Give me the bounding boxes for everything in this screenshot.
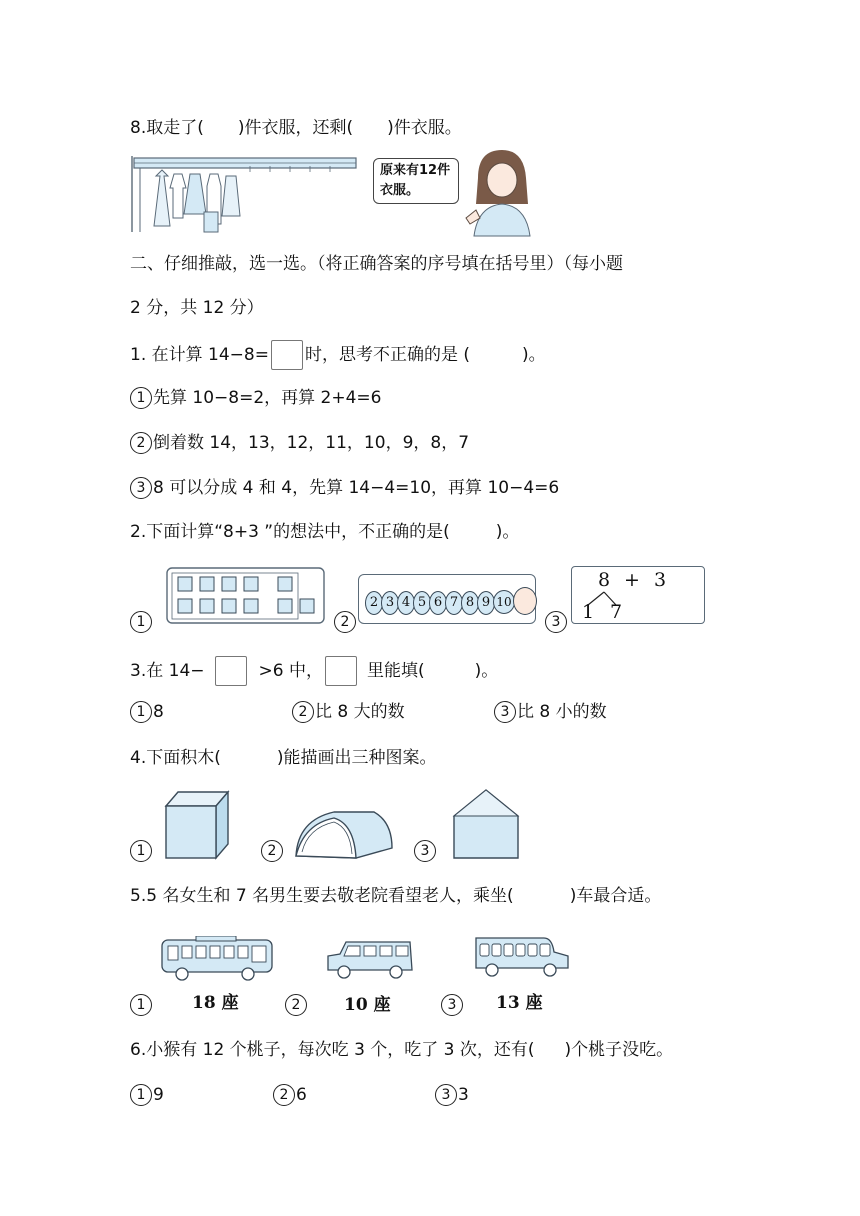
section2-title: 二、仔细推敲，选一选。（将正确答案的序号填在括号里）（每小题 <box>130 254 623 274</box>
cube-block-icon <box>162 790 232 860</box>
answer-box <box>325 656 357 686</box>
ball: 8 <box>461 591 479 615</box>
answer-box <box>271 340 303 370</box>
seat-label-10: 10 座 <box>344 995 391 1015</box>
speech-bubble: 原来有12件 衣服。 <box>373 158 459 204</box>
q3-option-1: 1 8 <box>130 700 164 724</box>
q1-option-1: 1 先算 10−8=2，再算 2+4=6 <box>130 386 382 410</box>
q8-text: 8.取走了( )件衣服，还剩( )件衣服。 <box>130 118 462 138</box>
q6-option-2: 2 6 <box>273 1083 307 1107</box>
q3-option-2: 2 比 8 大的数 <box>292 700 405 724</box>
q4-stem: 4.下面积木( )能描画出三种图案。 <box>130 748 437 768</box>
clothes-rack-illustration <box>130 152 360 238</box>
ball: 10 <box>493 590 515 614</box>
q3-stem: 3.在 14− >6 中， 里能填( )。 <box>130 656 498 686</box>
q1-stem: 1. 在计算 14−8= 时，思考不正确的是 ( )。 <box>130 340 546 370</box>
pentagon-prism-block-icon <box>450 788 522 860</box>
semicylinder-block-icon <box>294 808 394 860</box>
ball: 2 <box>365 591 383 615</box>
q5-stem: 5.5 名女生和 7 名男生要去敬老院看望老人，乘坐( )车最合适。 <box>130 886 662 906</box>
ball: 9 <box>477 591 495 615</box>
q4-marker-2: 2 <box>261 839 284 863</box>
bus-18-seat-icon <box>160 936 274 982</box>
seat-label-18: 18 座 <box>192 993 239 1013</box>
q3-option-3: 3 比 8 小的数 <box>494 700 607 724</box>
q6-option-3: 3 3 <box>435 1083 469 1107</box>
ball: 6 <box>429 591 447 615</box>
q6-stem: 6.小猴有 12 个桃子，每次吃 3 个，吃了 3 次，还有( )个桃子没吃。 <box>130 1040 674 1060</box>
seat-label-13: 13 座 <box>496 993 543 1013</box>
q2-marker-1: 1 <box>130 610 153 634</box>
q2-stem: 2.下面计算“8+3 ”的想法中，不正确的是( )。 <box>130 522 520 542</box>
van-10-seat-icon <box>326 938 416 982</box>
answer-box <box>215 656 247 686</box>
q5-marker-3: 3 <box>441 993 464 1017</box>
cubes-picture <box>166 567 326 625</box>
ball: 4 <box>397 591 415 615</box>
split-number-picture: 8 + 3 1 7 <box>571 566 705 624</box>
q5-marker-1: 1 <box>130 993 153 1017</box>
q4-marker-3: 3 <box>414 839 437 863</box>
teacher-illustration <box>462 148 534 238</box>
q1-option-2: 2 倒着数 14，13，12，11，10，9，8，7 <box>130 431 469 455</box>
ball: 5 <box>413 591 431 615</box>
ball: 3 <box>381 591 399 615</box>
ball: 7 <box>445 591 463 615</box>
caterpillar-picture <box>358 574 536 624</box>
q6-option-1: 1 9 <box>130 1083 164 1107</box>
q2-marker-2: 2 <box>334 610 357 634</box>
caterpillar-head-icon <box>513 587 537 615</box>
bus-13-seat-icon <box>472 934 572 980</box>
q1-option-3: 3 8 可以分成 4 和 4，先算 14−4=10，再算 10−4=6 <box>130 476 559 500</box>
q5-marker-2: 2 <box>285 993 308 1017</box>
section2-title-cont: 2 分，共 12 分） <box>130 298 264 318</box>
q2-marker-3: 3 <box>545 610 568 634</box>
q4-marker-1: 1 <box>130 839 153 863</box>
